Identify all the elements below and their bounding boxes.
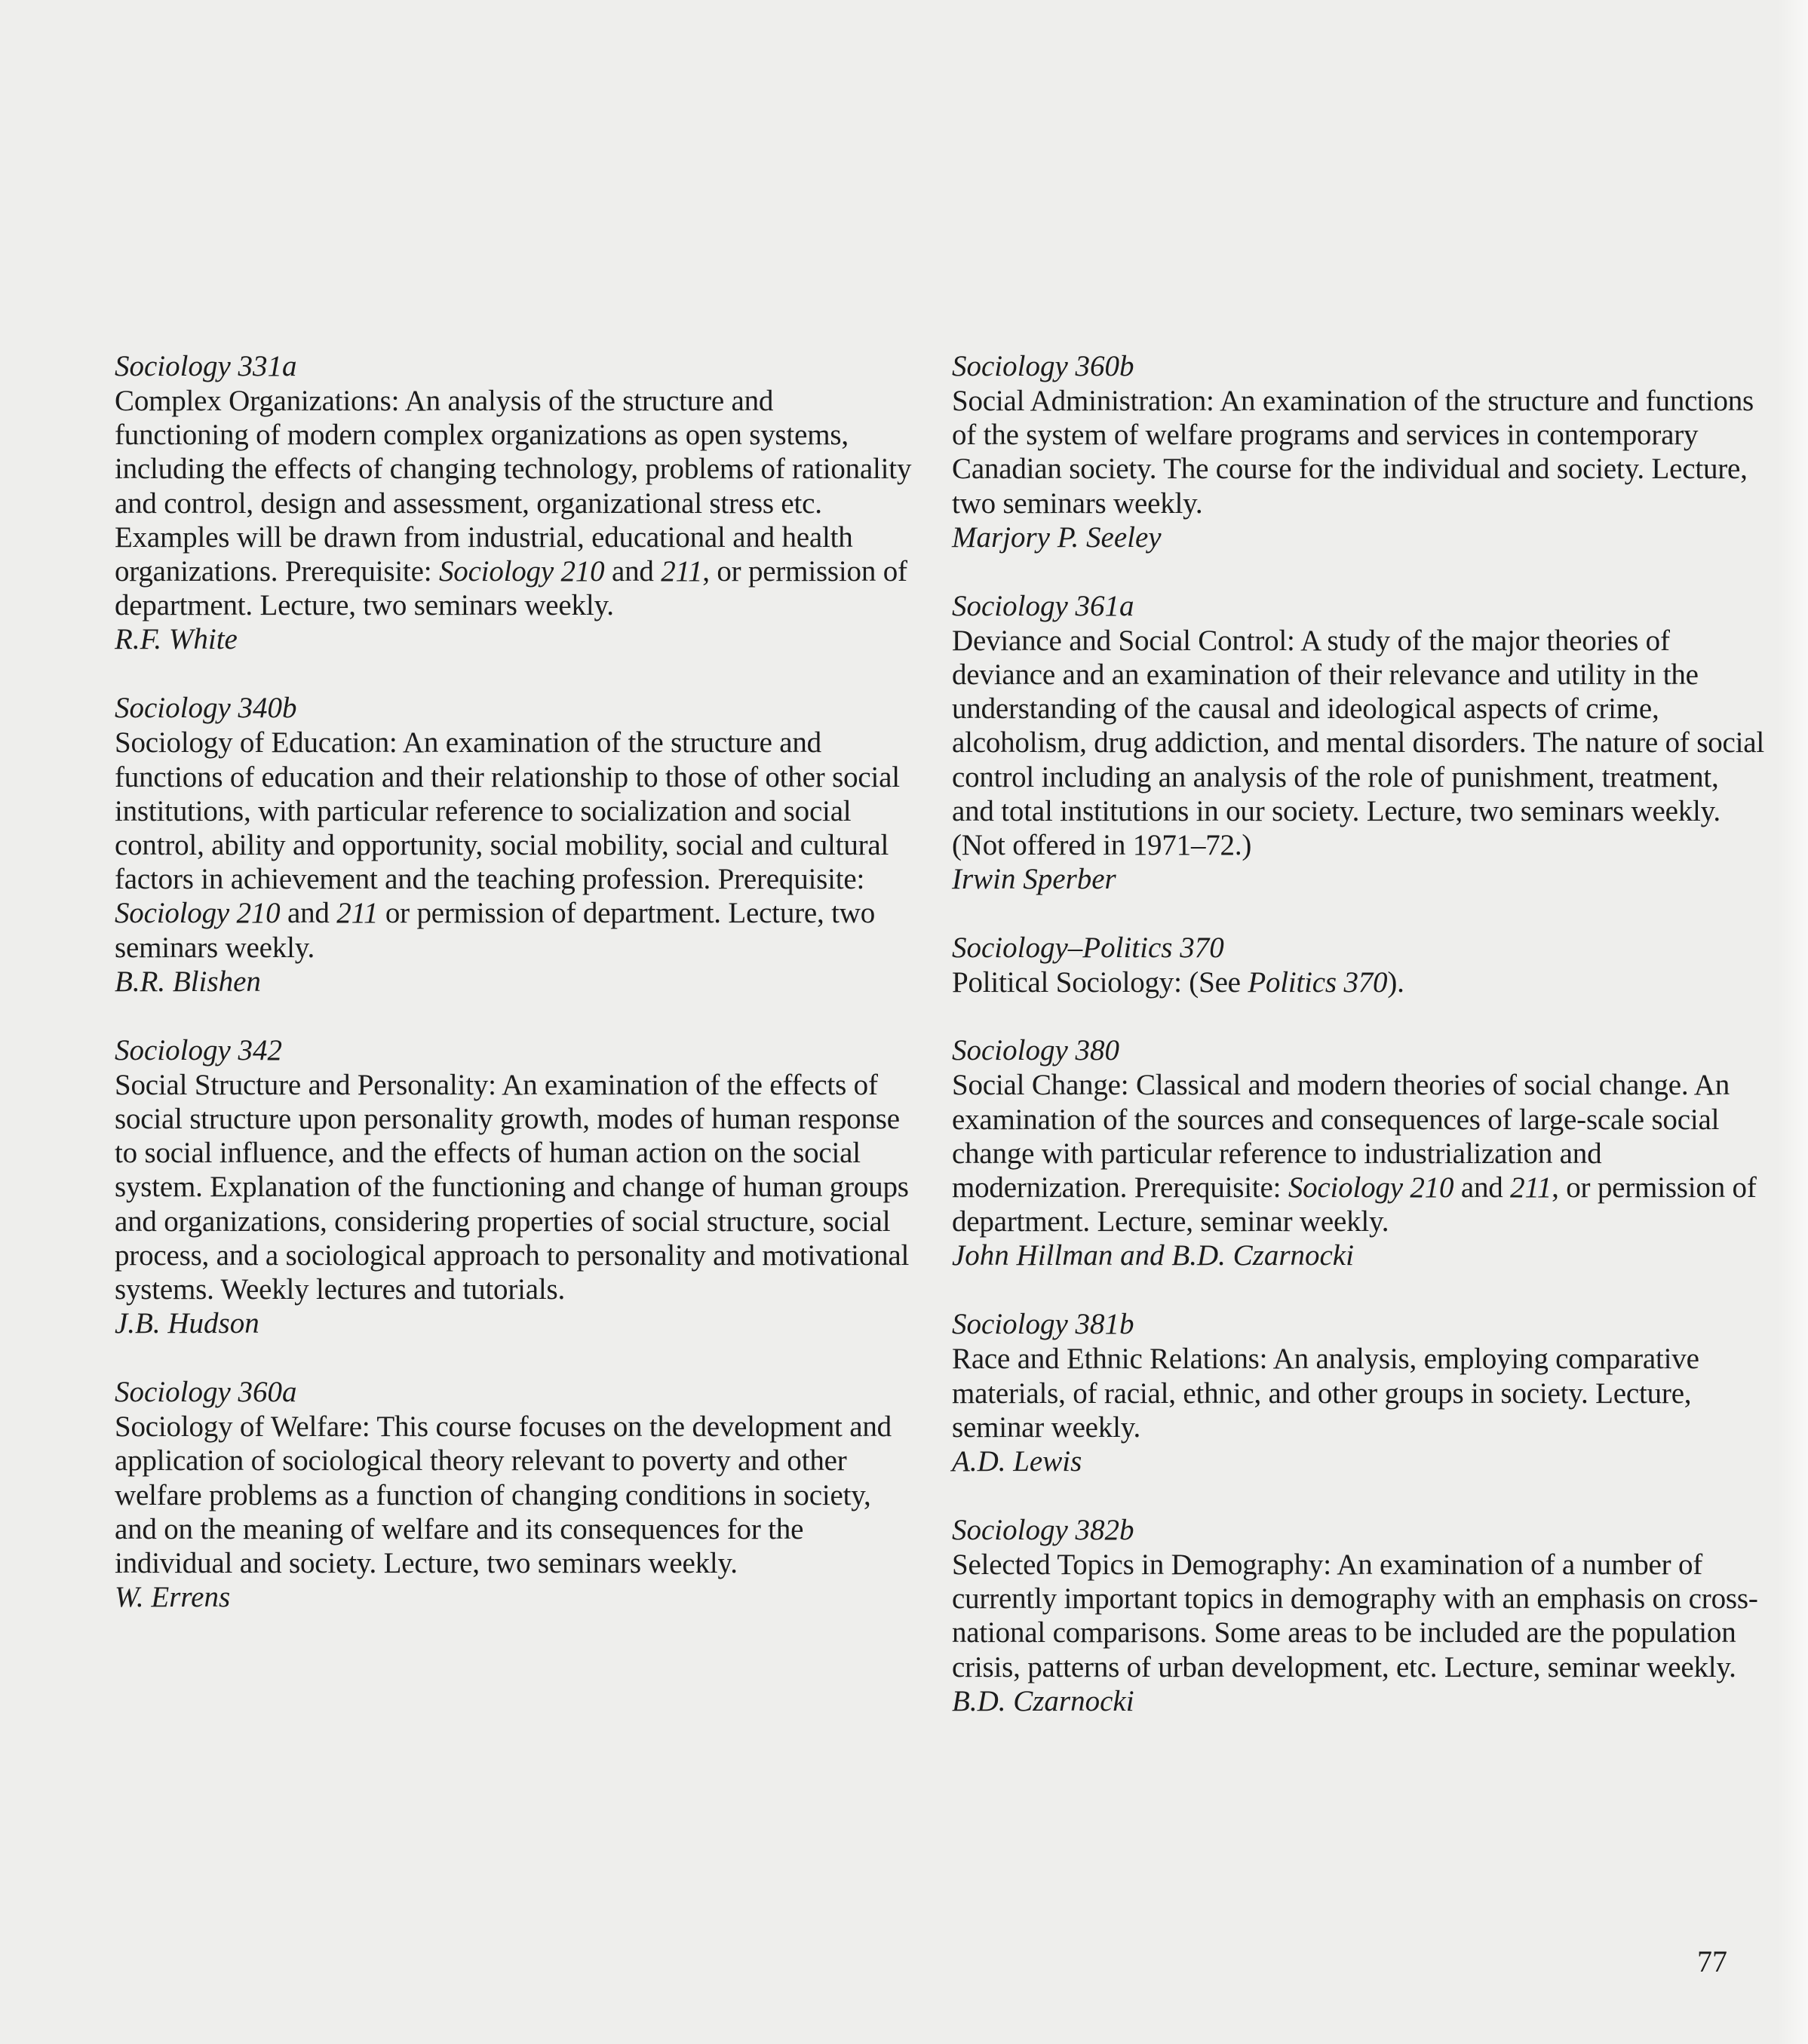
- course-instructor: W. Errens: [115, 1581, 231, 1614]
- course-reference: Sociology 210: [1288, 1171, 1454, 1205]
- course-reference: Sociology 210: [115, 897, 281, 930]
- course-description: [952, 384, 1767, 520]
- course-instructor: A.D. Lewis: [952, 1445, 1082, 1478]
- course-reference: 211: [336, 897, 379, 930]
- course-description: [115, 726, 914, 964]
- course-entry: [115, 691, 914, 999]
- course-title: Sociology 380: [952, 1034, 1120, 1067]
- course-instructor: J.B. Hudson: [115, 1307, 259, 1340]
- course-entry: [952, 1307, 1767, 1479]
- course-entry: [952, 1033, 1767, 1273]
- description-text: or permission of department. Lecture, two seminars weekly.: [115, 897, 876, 964]
- course-entry: [952, 1513, 1767, 1719]
- course-description: [115, 1410, 914, 1580]
- course-description: [952, 1068, 1767, 1238]
- description-text: and: [1453, 1171, 1511, 1205]
- left-column: [115, 349, 914, 1649]
- course-instructor: Marjory P. Seeley: [952, 520, 1162, 554]
- course-description: [952, 965, 1767, 999]
- course-reference: Sociology 210: [438, 555, 605, 588]
- page-edge: [1778, 0, 1808, 2044]
- course-title: Sociology 331a: [115, 350, 297, 382]
- description-text: ).: [1387, 966, 1404, 999]
- course-title: Sociology 361a: [952, 589, 1134, 622]
- course-title: Sociology 360a: [115, 1376, 297, 1409]
- course-description: [952, 1342, 1767, 1444]
- course-entry: [952, 349, 1767, 555]
- description-text: and: [280, 897, 337, 930]
- description-text: Political Sociology: (See: [952, 966, 1248, 999]
- course-description: [115, 1068, 914, 1306]
- course-description: [115, 384, 914, 622]
- course-instructor: B.R. Blishen: [115, 965, 261, 998]
- course-reference: 211: [661, 555, 703, 588]
- description-text: , or permission of department. Lecture, seminar weekly.: [952, 1171, 1757, 1238]
- course-instructor: John Hillman and B.D. Czarnocki: [952, 1239, 1354, 1272]
- course-description: [952, 624, 1767, 862]
- description-text: Complex Organizations: An analysis of the structure and functioning of modern complex organizations as open systems, including the effects of changing technology, problems of rationality and control, design and assessment, organizational stress etc. Examples will be drawn from industrial, educational and health organizations. Prerequisite:: [115, 385, 912, 588]
- course-entry: [115, 349, 914, 657]
- description-text: Sociology of Welfare: This course focuses on the development and application of sociological theory relevant to poverty and other welfare problems as a function of changing conditions in society, and on the meaning of welfare and its consequences for the individual and society. Lecture, two seminars weekly.: [115, 1410, 892, 1580]
- course-title: Sociology 360b: [952, 350, 1134, 382]
- course-instructor: Irwin Sperber: [952, 863, 1116, 896]
- course-entry: [952, 931, 1767, 999]
- page-number: 77: [1697, 1944, 1727, 1978]
- course-entry: [115, 1375, 914, 1615]
- description-text: and: [604, 555, 662, 588]
- course-title: Sociology 382b: [952, 1514, 1134, 1547]
- description-text: Social Structure and Personality: An examination of the effects of social structure upon personality growth, modes of human response to social influence, and the effects of human action on the social system. Explanation of the functioning and change of human groups and organizations, considering properties of social structure, social process, and a sociological approach to personality and motivational systems. Weekly lectures and tutorials.: [115, 1068, 910, 1306]
- description-text: Social Administration: An examination of the structure and functions of the system of welfare programs and services in contemporary Canadian society. The course for the individual and society. Lecture, two seminars weekly.: [952, 385, 1754, 520]
- course-reference: 211: [1510, 1171, 1552, 1205]
- course-title: Sociology 340b: [115, 692, 297, 725]
- description-text: Social Change: Classical and modern theories of social change. An examination of the sources and consequences of large-scale social change with particular reference to industrialization and modernization. Prerequisite:: [952, 1069, 1730, 1205]
- description-text: , or permission of department. Lecture, two seminars weekly.: [115, 555, 907, 622]
- course-description: [952, 1548, 1767, 1684]
- description-text: Deviance and Social Control: A study of the major theories of deviance and an examination of their relevance and utility in the understanding of the causal and ideological aspects of crime, alcoholism, drug addiction, and mental disorders. The nature of social control including an analysis of the role of punishment, treatment, and total institutions in our society. Lecture, two seminars weekly. (Not offered in 1971–72.): [952, 624, 1764, 862]
- description-text: Selected Topics in Demography: An examination of a number of currently important topics in demography with an emphasis on cross-national comparisons. Some areas to be included are the population crisis, patterns of urban development, etc. Lecture, seminar weekly.: [952, 1548, 1758, 1683]
- course-instructor: R.F. White: [115, 623, 238, 656]
- course-entry: [115, 1033, 914, 1341]
- course-title: Sociology–Politics 370: [952, 931, 1224, 965]
- course-title: Sociology 342: [115, 1033, 283, 1067]
- right-column: [952, 349, 1767, 1753]
- course-title: Sociology 381b: [952, 1308, 1134, 1341]
- description-text: Sociology of Education: An examination of the structure and functions of education and their relationship to those of other social institutions, with particular reference to socialization and social control, ability and opportunity, social mobility, social and cultural factors in achievement and the teaching profession. Prerequisite:: [115, 726, 900, 896]
- course-instructor: B.D. Czarnocki: [952, 1684, 1134, 1717]
- course-reference: Politics 370: [1248, 966, 1388, 999]
- description-text: Race and Ethnic Relations: An analysis, employing comparative materials, of racial, ethnic, and other groups in society. Lecture, seminar weekly.: [952, 1343, 1699, 1444]
- course-entry: [952, 589, 1767, 897]
